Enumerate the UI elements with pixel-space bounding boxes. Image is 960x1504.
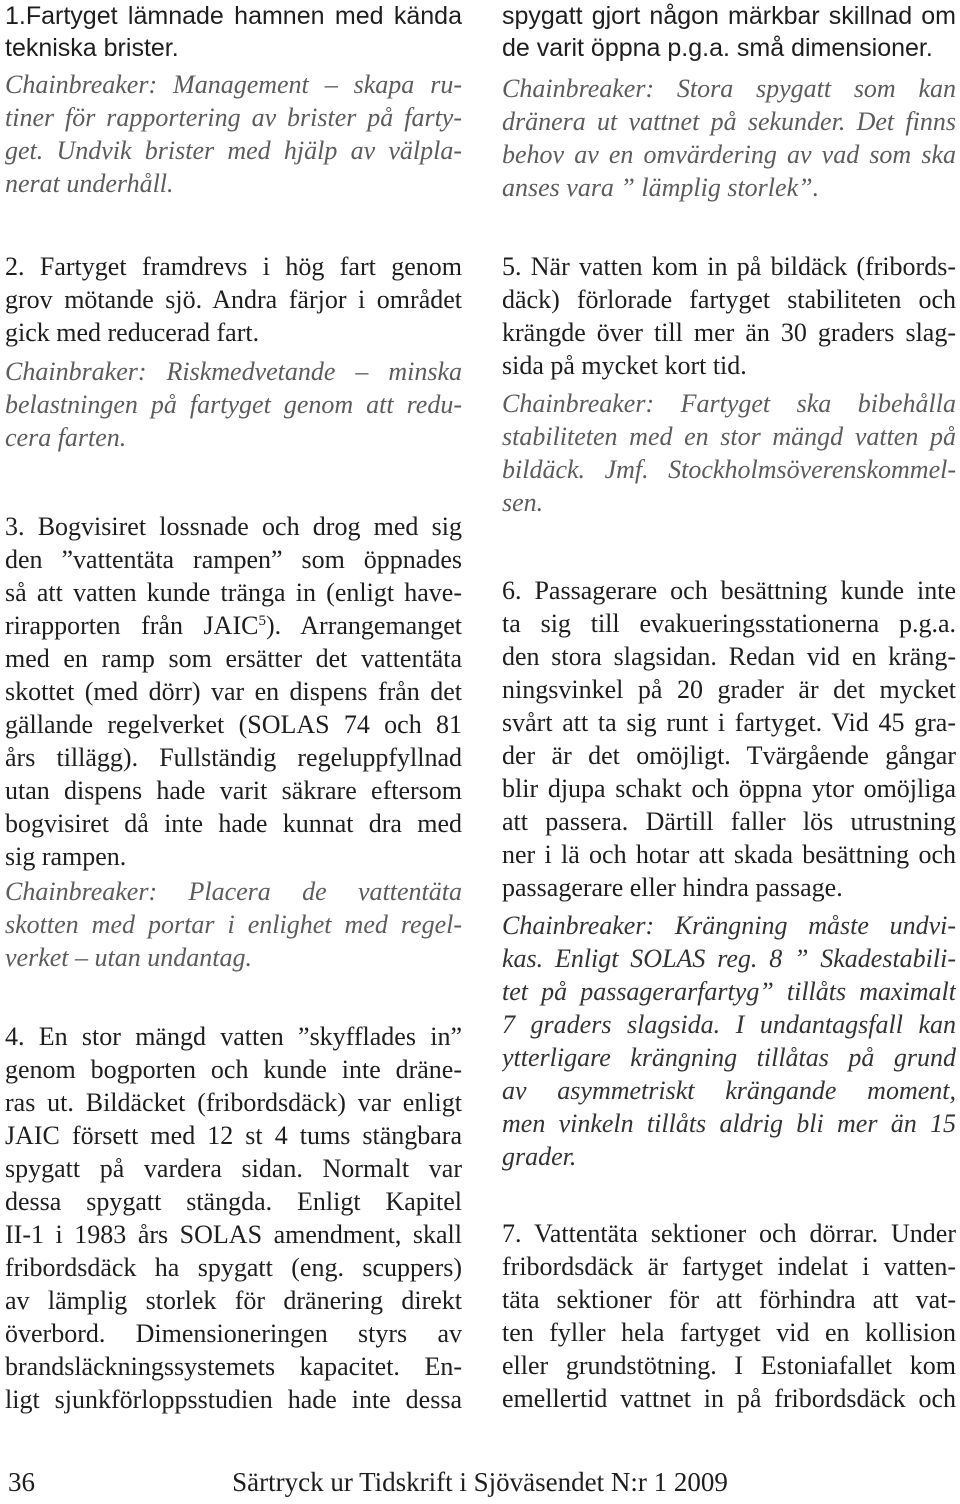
text-line: dränera ut vattnet på sekunder. Det finns (502, 107, 956, 136)
text-line: blir djupa schakt och öppna ytor omöjliga (502, 774, 956, 803)
text-line: med en ramp som ersätter det vattentäta (5, 644, 462, 673)
text-line: års tillägg). Fullständig regeluppfyllnad (5, 743, 462, 772)
text-line: så att vatten kunde tränga in (enligt have- (5, 578, 462, 607)
text-line: JAIC försett med 12 st 4 tums stängbara (5, 1121, 462, 1150)
text-line: de varit öppna p.g.a. små dimensioner. (502, 34, 933, 62)
text-line (5, 609, 462, 642)
text-line: fribordsdäck är fartyget indelat i vatten- (502, 1252, 956, 1281)
text-line: tiner för rapportering av brister på farty- (5, 103, 462, 132)
text-line: ligt sjunkförloppsstudien hade inte dessa (5, 1385, 462, 1414)
text-line: Chainbreaker: Placera de vattentäta (5, 877, 462, 906)
text-segment: rirapporten från JAIC (5, 611, 259, 640)
text-line: 7. Vattentäta sektioner och dörrar. Under (502, 1219, 956, 1248)
text-line: 1.Fartyget lämnade hamnen med kända (5, 2, 462, 30)
text-line: 3. Bogvisiret lossnade och drog med sig (5, 512, 462, 541)
page-number: 36 (8, 1467, 35, 1497)
text-line: der är det omöjligt. Tvärgående gångar (502, 741, 956, 770)
text-line: anses vara ” lämplig storlek”. (502, 173, 820, 202)
text-line: eller grundstötning. I Estoniafallet kom (502, 1351, 956, 1380)
text-line: dessa spygatt stängda. Enligt Kapitel (5, 1187, 462, 1216)
text-line: 5. När vatten kom in på bildäck (fribords- (502, 252, 956, 281)
text-line: passagerare eller hindra passage. (502, 873, 843, 902)
item-4-continued-text (502, 0, 956, 64)
text-line: att passera. Därtill faller lös utrustning (502, 807, 956, 836)
item-4-chainbreaker (502, 72, 956, 204)
text-line: gick med reducerad fart. (5, 318, 260, 347)
text-line: ner i lä och hotar att skada besättning och (502, 840, 956, 869)
text-line: utan dispens hade varit säkrare eftersom (5, 776, 462, 805)
text-line: belastningen på fartyget genom att redu- (5, 390, 462, 419)
item-1-chainbreaker (5, 68, 462, 200)
text-line: bildäck. Jmf. Stockholmsöverenskommel- (502, 455, 956, 484)
running-footer (0, 1464, 960, 1500)
text-line: ta sig till evakueringsstationerna p.g.a. (502, 609, 956, 638)
text-line: skotten med portar i enlighet med regel- (5, 910, 462, 939)
text-line: den ”vattentäta rampen” som öppnades (5, 545, 462, 574)
item-7-text (502, 1217, 956, 1415)
text-line: krängde över till mer än 30 graders slag- (502, 318, 956, 347)
text-segment: ). Arrangemanget (265, 611, 462, 640)
item-2-chainbreaker (5, 355, 462, 454)
text-line: nerat underhåll. (5, 169, 174, 198)
text-line: Chainbreaker: Fartyget ska bibehålla (502, 389, 956, 418)
text-line: ningsvinkel på 20 grader är det mycket (502, 675, 956, 704)
text-line: grov mötande sjö. Andra färjor i området (5, 285, 462, 314)
text-line: Chainbreaker: Management – skapa ru- (5, 70, 462, 99)
text-line: 6. Passagerare och besättning kunde inte (502, 576, 956, 605)
text-line: brandsläckningssystemets kapacitet. En- (5, 1352, 462, 1381)
text-line: svårt att ta sig runt i fartyget. Vid 45 gra- (502, 708, 956, 737)
text-line: grader. (502, 1142, 577, 1171)
text-line: däck) förlorade fartyget stabiliteten och (502, 285, 956, 314)
text-line: ras ut. Bildäcket (fribordsdäck) var enligt (5, 1088, 462, 1117)
text-line: täta sektioner för att förhindra att vat- (502, 1285, 956, 1314)
text-line: get. Undvik brister med hjälp av välpla- (5, 136, 462, 165)
text-line: Chainbreaker: Krängning måste undvi- (502, 911, 956, 940)
item-4-text (5, 1020, 462, 1416)
text-line: cera farten. (5, 423, 127, 452)
text-line: den stora slagsidan. Redan vid en kräng- (502, 642, 956, 671)
publication-title: Särtryck ur Tidskrift i Sjöväsendet N:r 1 2009 (232, 1467, 728, 1497)
text-line: av asymmetriskt krängande moment, (502, 1076, 956, 1105)
text-line: gällande regelverket (SOLAS 74 och 81 (5, 710, 462, 739)
item-3-text (5, 510, 462, 873)
text-line: kas. Enligt SOLAS reg. 8 ” Skadestabili- (502, 944, 956, 973)
item-6-chainbreaker (502, 909, 956, 1173)
item-6-text (502, 574, 956, 904)
footnote-reference: 5 (258, 613, 266, 629)
text-line: skottet (med dörr) var en dispens från det (5, 677, 462, 706)
text-line: 2. Fartyget framdrevs i hög fart genom (5, 252, 462, 281)
text-line: ten fyller hela fartyget vid en kollision (502, 1318, 956, 1347)
text-line: ytterligare krängning tillåtas på grund (502, 1043, 956, 1072)
text-line: fribordsdäck ha spygatt (eng. scuppers) (5, 1253, 462, 1282)
text-line: 4. En stor mängd vatten ”skyfflades in” (5, 1022, 462, 1051)
item-5-text (502, 250, 956, 382)
text-line: stabiliteten med en stor mängd vatten på (502, 422, 956, 451)
text-line: sen. (502, 488, 544, 517)
text-line: emellertid vattnet in på fribordsdäck och (502, 1384, 956, 1413)
text-line: verket – utan undantag. (5, 943, 252, 972)
text-line: sig rampen. (5, 842, 127, 871)
text-line: Chainbraker: Riskmedvetande – minska (5, 357, 462, 386)
item-1-text (5, 0, 462, 64)
text-line: spygatt gjort någon märkbar skillnad om (502, 2, 956, 30)
text-line: av lämplig storlek för dränering direkt (5, 1286, 462, 1315)
item-3-chainbreaker (5, 875, 462, 974)
text-line: men vinkeln tillåts aldrig bli mer än 15 (502, 1109, 956, 1138)
text-line: överbord. Dimensioneringen styrs av (5, 1319, 462, 1348)
text-line: tekniska brister. (5, 34, 179, 62)
text-line: 7 graders slagsida. I undantagsfall kan (502, 1010, 956, 1039)
text-line: spygatt på vardera sidan. Normalt var (5, 1154, 462, 1183)
text-line: genom bogporten och kunde inte dräne- (5, 1055, 462, 1084)
item-2-text (5, 250, 462, 349)
text-line: sida på mycket kort tid. (502, 351, 747, 380)
text-line: behov av en omvärdering av vad som ska (502, 140, 956, 169)
item-5-chainbreaker (502, 387, 956, 519)
text-line: Chainbreaker: Stora spygatt som kan (502, 74, 956, 103)
text-line: tet på passagerarfartyg” tillåts maximalt (502, 977, 956, 1006)
text-line: II-1 i 1983 års SOLAS amendment, skall (5, 1220, 462, 1249)
text-line: bogvisiret då inte hade kunnat dra med (5, 809, 462, 838)
